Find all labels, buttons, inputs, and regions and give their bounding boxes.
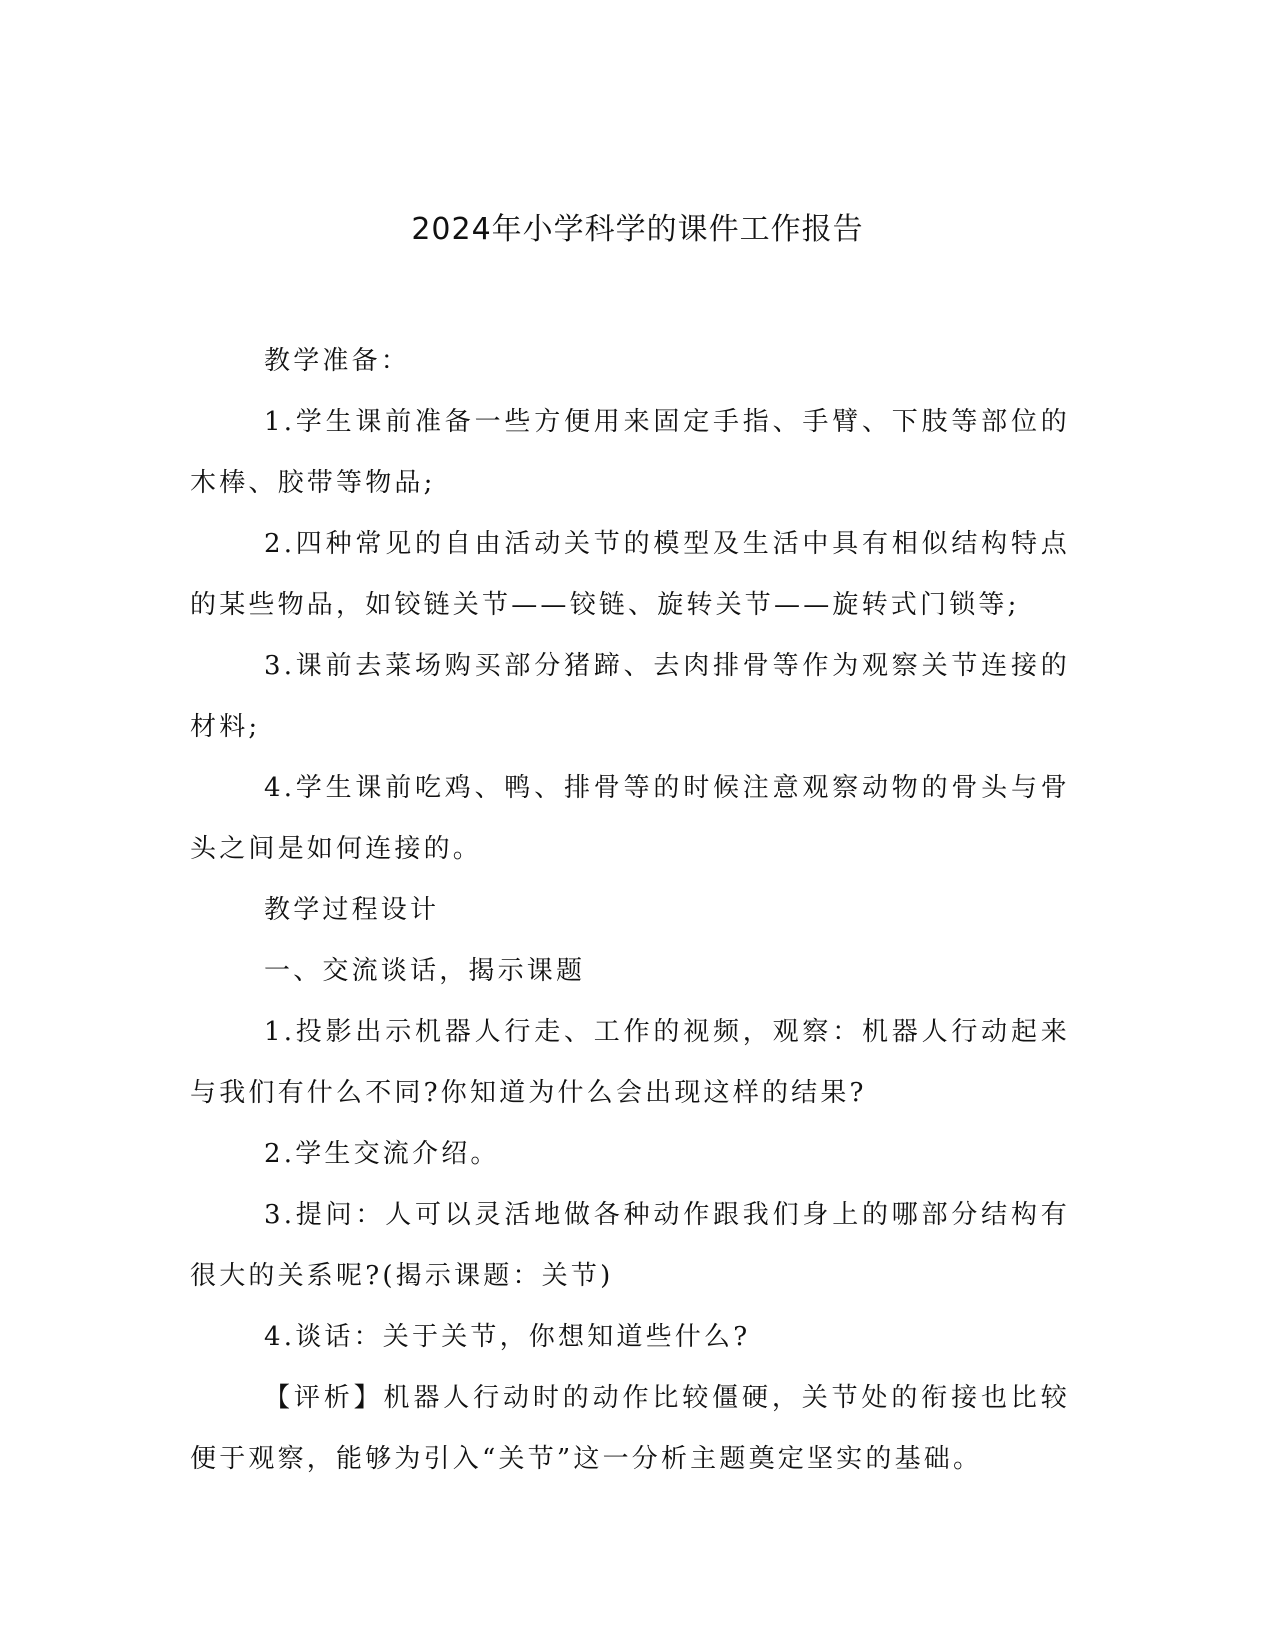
paragraph-step-4: 4.谈话：关于关节，你想知道些什么? <box>264 1322 751 1352</box>
paragraph-prep-item-3: 3.课前去菜场购买部分猪蹄、去肉排骨等作为观察关节连接的材料; <box>190 651 1070 742</box>
paragraph-prep-item-2: 2.四种常见的自由活动关节的模型及生活中具有相似结构特点的某些物品，如铰链关节——铰链、旋转关节——旋转式门锁等; <box>190 529 1070 620</box>
paragraph-process-heading: 教学过程设计 <box>264 895 440 925</box>
paragraph-section-1-heading: 一、交流谈话，揭示课题 <box>264 956 586 986</box>
page-title: 2024年小学科学的课件工作报告 <box>411 212 864 247</box>
paragraph-step-3: 3.提问：人可以灵活地做各种动作跟我们身上的哪部分结构有很大的关系呢?(揭示课题：关节) <box>190 1200 1070 1291</box>
paragraph-step-2: 2.学生交流介绍。 <box>264 1139 500 1169</box>
paragraph-step-1: 1.投影出示机器人行走、工作的视频，观察：机器人行动起来与我们有什么不同?你知道为什么会出现这样的结果? <box>190 1017 1070 1108</box>
paragraph-commentary: 【评析】机器人行动时的动作比较僵硬，关节处的衔接也比较便于观察，能够为引入“关节”这一分析主题奠定坚实的基础。 <box>190 1383 1070 1474</box>
paragraph-prep-item-4: 4.学生课前吃鸡、鸭、排骨等的时候注意观察动物的骨头与骨头之间是如何连接的。 <box>190 773 1070 864</box>
paragraph-teaching-prep-heading: 教学准备： <box>264 346 411 376</box>
paragraph-prep-item-1: 1.学生课前准备一些方便用来固定手指、手臂、下肢等部位的木棒、胶带等物品; <box>190 407 1070 498</box>
document-body <box>190 331 1070 1490</box>
